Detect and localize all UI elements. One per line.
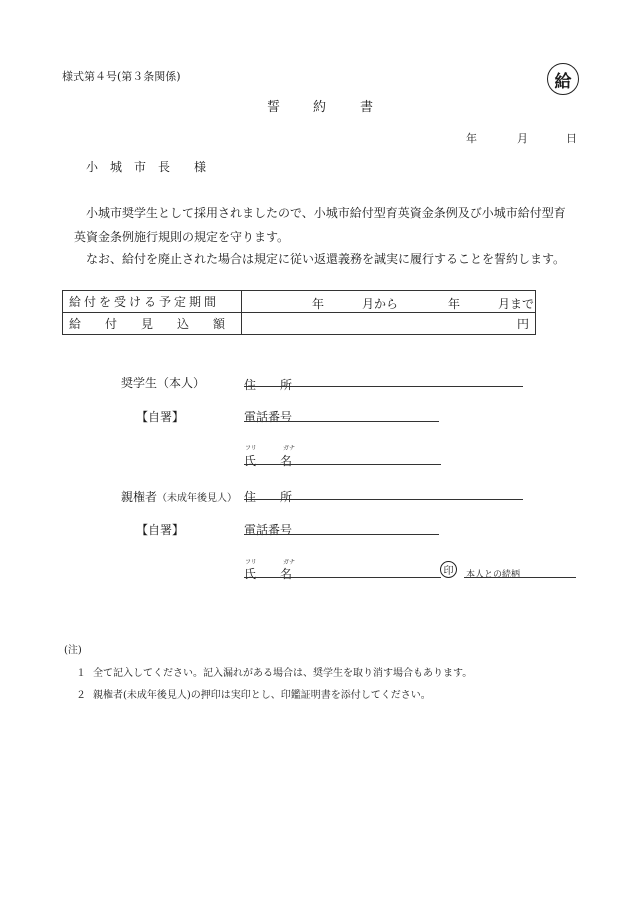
- guardian-gana: ガナ: [283, 559, 296, 566]
- student-gana: ガナ: [283, 445, 296, 452]
- guardian-role-text: 親権者: [121, 490, 158, 504]
- relation-label: 本人との続柄: [466, 570, 521, 580]
- student-phone-label: 電話番号: [244, 410, 293, 424]
- guardian-role: [121, 488, 237, 505]
- date-month: 月: [517, 132, 528, 145]
- student-phone-field[interactable]: [244, 421, 439, 422]
- note-2-text: 親権者(未成年後見人)の押印は実印とし、印鑑証明書を添付してください。: [93, 690, 431, 701]
- title-char-1: 誓: [267, 100, 281, 115]
- amount-label: 給 付 見 込 額: [63, 313, 242, 335]
- note-1-num: １: [76, 668, 86, 679]
- seal-mark: 印: [440, 561, 457, 578]
- table-row: [63, 291, 536, 313]
- period-to-year: 年: [448, 297, 461, 311]
- date-day: 日: [566, 132, 577, 145]
- title-char-2: 約: [313, 100, 327, 115]
- period-value[interactable]: [242, 291, 536, 313]
- guardian-name-label: 氏 名: [244, 567, 293, 581]
- title-char-3: 書: [360, 100, 374, 115]
- period-label-text: 給付を受ける予定期間: [69, 295, 220, 309]
- benefit-badge: 給: [547, 63, 579, 95]
- guardian-phone-field[interactable]: [244, 534, 439, 535]
- guardian-furi: フリ: [245, 559, 257, 566]
- guardian-phone-label: 電話番号: [244, 523, 293, 537]
- student-address-field[interactable]: [244, 386, 523, 387]
- period-from-year: 年: [312, 297, 325, 311]
- body-para1-line1: 小城市奨学生として採用されましたので、小城市給付型育英資金条例及び小城市給付型育: [86, 206, 566, 220]
- guardian-address-field[interactable]: [244, 499, 523, 500]
- guardian-sign-note: 【自署】: [136, 523, 185, 537]
- student-name-field[interactable]: [244, 464, 441, 465]
- relation-field[interactable]: [464, 577, 576, 578]
- notes-heading: (注): [64, 645, 82, 656]
- amount-value[interactable]: [242, 313, 536, 335]
- guardian-role-note: （未成年後見人）: [157, 493, 238, 504]
- note-2-num: ２: [76, 690, 86, 701]
- body-para1-line2: 英資金条例施行規則の規定を守ります。: [74, 230, 290, 244]
- guardian-address-label: 住 所: [244, 490, 293, 504]
- student-name-label: 氏 名: [244, 454, 293, 468]
- addressee: 小 城 市 長 様: [86, 160, 207, 174]
- student-sign-note: 【自署】: [136, 410, 185, 424]
- period-to-month: 月まで: [498, 297, 535, 311]
- student-furi: フリ: [245, 445, 257, 452]
- period-from-month: 月から: [362, 297, 399, 311]
- date-year: 年: [466, 132, 477, 145]
- amount-unit: 円: [516, 317, 529, 331]
- period-label: [63, 291, 242, 313]
- body-para2: なお、給付を廃止された場合は規定に従い返還義務を誠実に履行することを誓約します。: [86, 252, 566, 266]
- table-row: [63, 313, 536, 335]
- guardian-name-field[interactable]: [244, 577, 441, 578]
- form-number: 様式第４号(第３条関係): [62, 70, 181, 83]
- student-address-label: 住 所: [244, 378, 293, 392]
- info-table: [62, 290, 536, 335]
- student-role: 奨学生（本人）: [121, 376, 206, 390]
- note-1-text: 全て記入してください。記入漏れがある場合は、奨学生を取り消す場合もあります。: [93, 668, 473, 679]
